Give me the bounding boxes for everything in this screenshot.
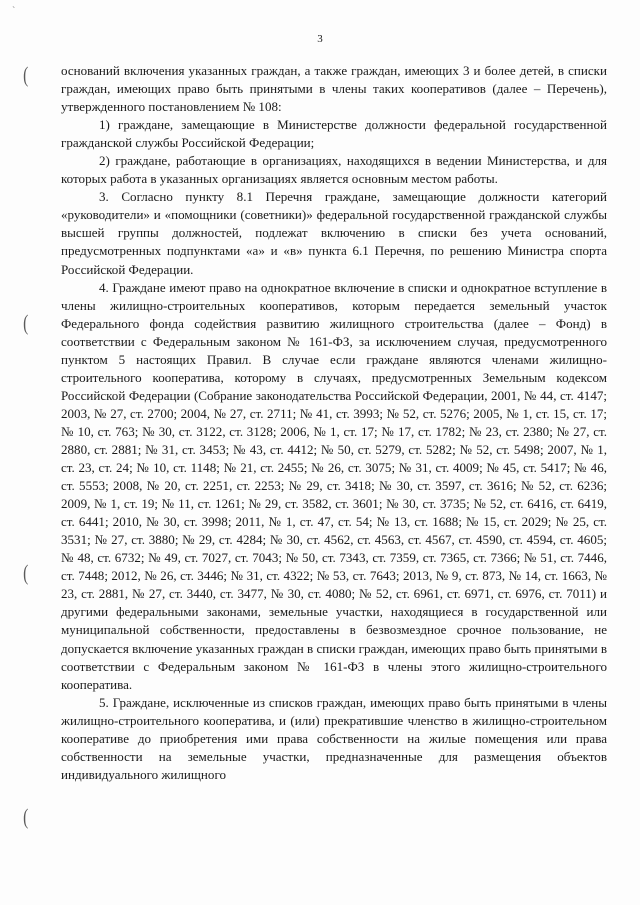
binding-hole-mark: ( [23,62,29,87]
binding-hole-mark: ( [23,560,29,585]
paragraph-5: 5. Граждане, исключенные из списков граждан, имеющих право быть принятыми в члены жилищно-строительного кооператива, и (или) прекратившие членство в жилищно-строительном кооперативе до приобретения ими права собственности на жилые помещения или права собственности на земельные участки, предназначенные для размещения объектов индивидуального жилищного [61,694,607,782]
paragraph-item-2: 2) граждане, работающие в организациях, находящихся в ведении Министерства, и для которых работа в указанных организациях является основным местом работы. [61,153,607,187]
paragraph-4: 4. Граждане имеют право на однократное включение в списки и однократное вступление в члены жилищно-строительных кооперативов, которым передается земельный участок Федерального фонда содействия развитию жилищного строительства (далее – Фонд) в соответствии с Федеральным законом № 161-ФЗ, за исключением случая, предусмотренного пунктом 5 настоящих Правил. В случае если граждане являются членами жилищно-строительного кооператива, которому в случаях, предусмотренных Земельным кодексом Российской Федерации (Собрание законодательства Российской Федерации, 2001, № 44, ст. 4147; 2003, № 27, ст. 2700; 2004, № 27, ст. 2711; № 41, ст. 3993; № 52, ст. 5276; 2005, № 1, ст. 15, ст. 17; № 10, ст. 763; № 30, ст. 3122, ст. 3128; 2006, № 1, ст. 17; № 17, ст. 1782; № 23, ст. 2380; № 27, ст. 2880, ст. 2881; № 31, ст. 3453; № 43, ст. 4412; № 50, ст. 5279, ст. 5282; № 52, ст. 5498; 2007, № 1, ст. 23, ст. 24; № 10, ст. 1148; № 21, ст. 2455; № 26, ст. 3075; № 31, ст. 4009; № 45, ст. 5417; № 46, ст. 5553; 2008, № 20, ст. 2251, ст. 2253; № 29, ст. 3418; № 30, ст. 3597, ст. 3616; № 52, ст. 6236; 2009, № 1, ст. 19; № 11, ст. 1261; № 29, ст. 3582, ст. 3601; № 30, ст. 3735; № 52, ст. 6416, ст. 6419, ст. 6441; 2010, № 30, ст. 3998; 2011, № 1, ст. 47, ст. 54; № 13, ст. 1688; № 15, ст. 2029; № 25, ст. 3531; № 27, ст. 3880; № 29, ст. 4284; № 30, ст. 4562, ст. 4563, ст. 4567, ст. 4590, ст. 4594, ст. 4605; № 48, ст. 6732; № 49, ст. 7027, ст. 7043; № 50, ст. 7343, ст. 7359, ст. 7365, ст. 7366; № 51, ст. 7446, ст. 7448; 2012, № 26, ст. 3446; № 31, ст. 4322; № 53, ст. 7643; 2013, № 9, ст. 873, № 14, ст. 1663, № 23, ст. 2881, № 27, ст. 3440, ст. 3477, № 30, ст. 4080; № 52, ст. 6961, ст. 6971, ст. 6976, ст. 7011) и другими федеральными законами, земельные участки, находящиеся в государственной или муниципальной собственности, предоставлены в безвозмездное срочное пользование, не допускается включение указанных граждан в списки граждан, имеющих право быть принятыми в соответствии с Федеральным законом № 161-ФЗ в члены этого жилищно-строительного кооператива. [61,279,607,692]
paragraph-continuation: оснований включения указанных граждан, а также граждан, имеющих 3 и более детей, в списки граждан, имеющих право быть принятыми в члены таких кооперативов (далее – Перечень), утвержденного постановлением № 108: [61,63,607,115]
page-number: 3 [317,33,323,45]
paragraph-item-1: 1) граждане, замещающие в Министерстве должности федеральной государственной гражданской службы Российской Федерации; [61,117,607,151]
scan-artifact: ˋ [12,6,16,17]
binding-hole-mark: ( [23,804,29,829]
binding-hole-mark: ( [23,310,29,335]
document-body [61,62,607,784]
paragraph-3: 3. Согласно пункту 8.1 Перечня граждане, замещающие должности категорий «руководители» и «помощники (советники)» федеральной государственной гражданской службы высшей группы должностей, подлежат включению в списки без учета оснований, предусмотренных подпунктами «а» и «в» пункта 6.1 Перечня, по решению Министра спорта Российской Федерации. [61,189,607,277]
